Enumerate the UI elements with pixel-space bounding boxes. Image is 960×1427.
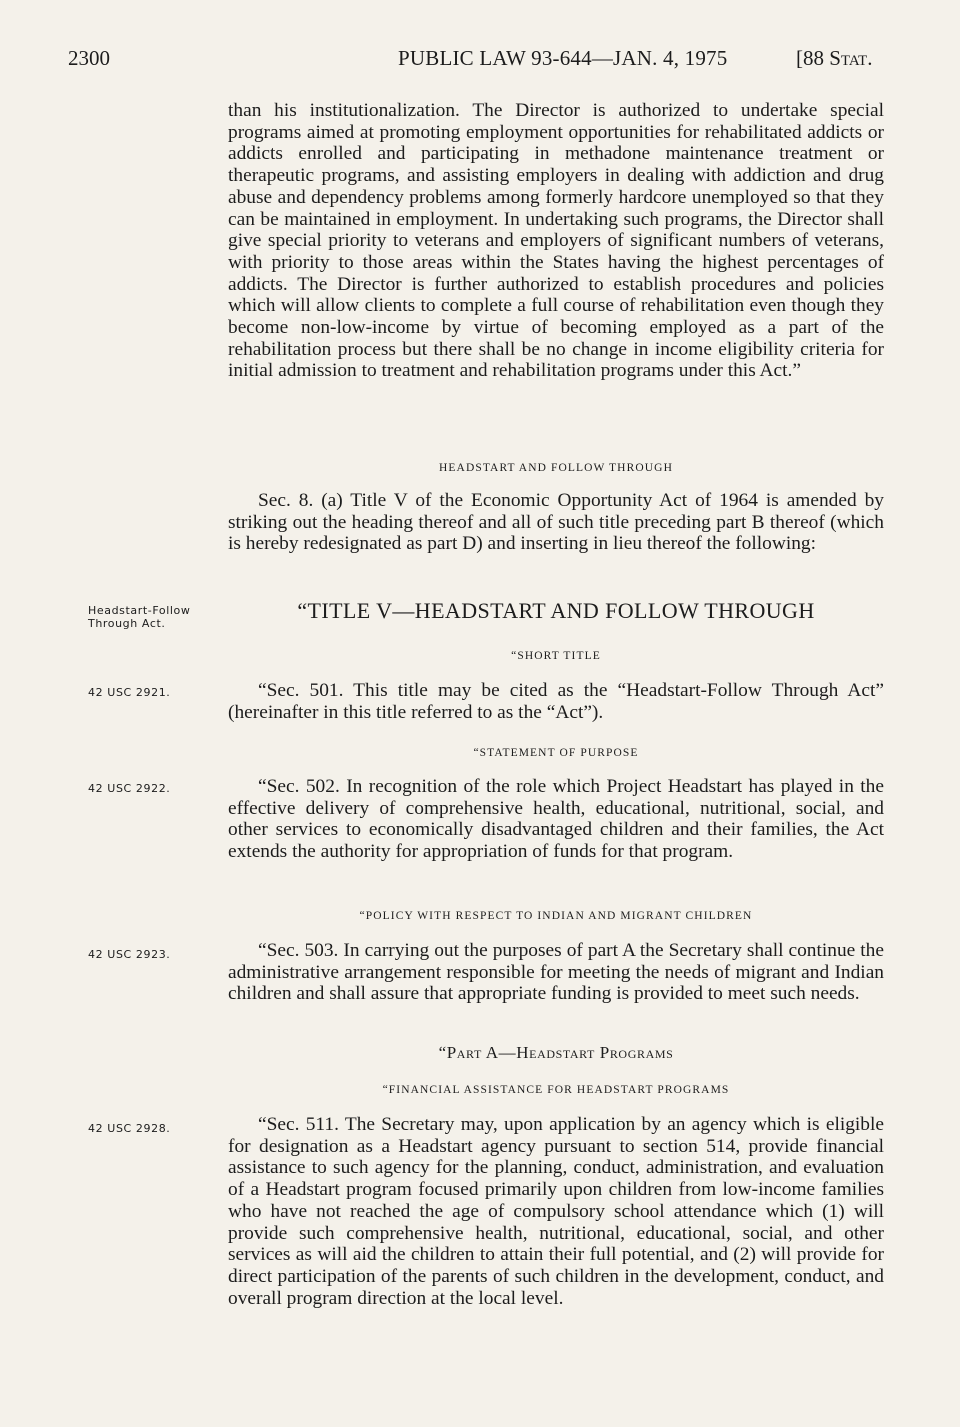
- running-header: [0, 46, 960, 86]
- margin-note-act-name: Headstart-Follow Through Act.: [88, 604, 191, 630]
- margin-note-usc-2928: 42 USC 2928.: [88, 1122, 171, 1135]
- statute-reference: [88 Stat.: [796, 46, 873, 70]
- heading-financial-assistance: “FINANCIAL ASSISTANCE FOR HEADSTART PROGRAMS: [382, 1084, 730, 1096]
- section-8-text: Sec. 8. (a) Title V of the Economic Opportunity Act of 1964 is amended by striking out the heading thereof and all of such title preceding part B thereof (which is hereby redesignated as part D) and inserting in lieu thereof the following:: [228, 490, 884, 555]
- section-511-text: “Sec. 511. The Secretary may, upon application by an agency which is eligible for designation as a Headstart agency pursuant to section 514, provide financial assistance to such agency for the planning, conduct, administration, and evaluation of a Headstart program focused primarily upon children from low-income families who have not reached the age of compulsory school attendance which (1) will provide such comprehensive health, nutritional, educational, social, and other services as will aid the children to attain their full potential, and (2) will provide for direct participation of the parents of such children in the development, conduct, and overall program direction at the local level.: [228, 1114, 884, 1309]
- section-8: [228, 490, 884, 555]
- section-501: [228, 680, 884, 723]
- title-v-heading: “TITLE V—HEADSTART AND FOLLOW THROUGH: [297, 598, 815, 623]
- margin-note-usc-2923: 42 USC 2923.: [88, 948, 171, 961]
- heading-policy: “POLICY WITH RESPECT TO INDIAN AND MIGRANT CHILDREN: [359, 910, 753, 922]
- section-501-text: “Sec. 501. This title may be cited as the “Headstart-Follow Through Act” (hereinafter in this title referred to as the “Act”).: [228, 680, 884, 723]
- section-503-text: “Sec. 503. In carrying out the purposes of part A the Secretary shall continue the administrative arrangement responsible for meeting the needs of migrant and Indian children and shall assure that appropriate funding is provided to meet such needs.: [228, 940, 884, 1005]
- page-title: PUBLIC LAW 93-644—JAN. 4, 1975: [398, 46, 728, 70]
- section-502: [228, 776, 884, 863]
- margin-note-usc-2921: 42 USC 2921.: [88, 686, 171, 699]
- section-511: [228, 1114, 884, 1309]
- continuation-text: than his institutionalization. The Director is authorized to undertake special programs aimed at promoting employment opportunities for rehabilitated addicts or addicts enrolled and participating in methadone maintenance treatment or therapeutic programs, and assisting employers in dealing with addiction and drug abuse and dependency problems among formerly hardcore unemployed so that they can be maintained in employment. In undertaking such programs, the Director shall give special priority to veterans and employers of significant numbers of veterans, with priority to those areas within the States having the highest percentages of addicts. The Director is further authorized to establish procedures and policies which will allow clients to complete a full course of rehabilitation even though they become non-low-income by virtue of becoming employed as a part of the rehabilitation process but there shall be no change in income eligibility criteria for initial admission to treatment and rehabilitation programs under this Act.”: [228, 100, 884, 382]
- part-a-heading: “Part A—Headstart Programs: [438, 1043, 674, 1062]
- continuation-paragraph: [228, 100, 884, 382]
- heading-purpose: “STATEMENT OF PURPOSE: [473, 747, 639, 759]
- heading-headstart: HEADSTART AND FOLLOW THROUGH: [439, 462, 673, 474]
- heading-short-title: “SHORT TITLE: [511, 650, 601, 662]
- margin-note-usc-2922: 42 USC 2922.: [88, 782, 171, 795]
- page-number: 2300: [68, 46, 110, 70]
- section-503: [228, 940, 884, 1005]
- section-502-text: “Sec. 502. In recognition of the role which Project Headstart has played in the effective delivery of comprehensive health, educational, nutritional, social, and other services to economically disadvantaged children and their families, the Act extends the authority for appropriation of funds for that program.: [228, 776, 884, 863]
